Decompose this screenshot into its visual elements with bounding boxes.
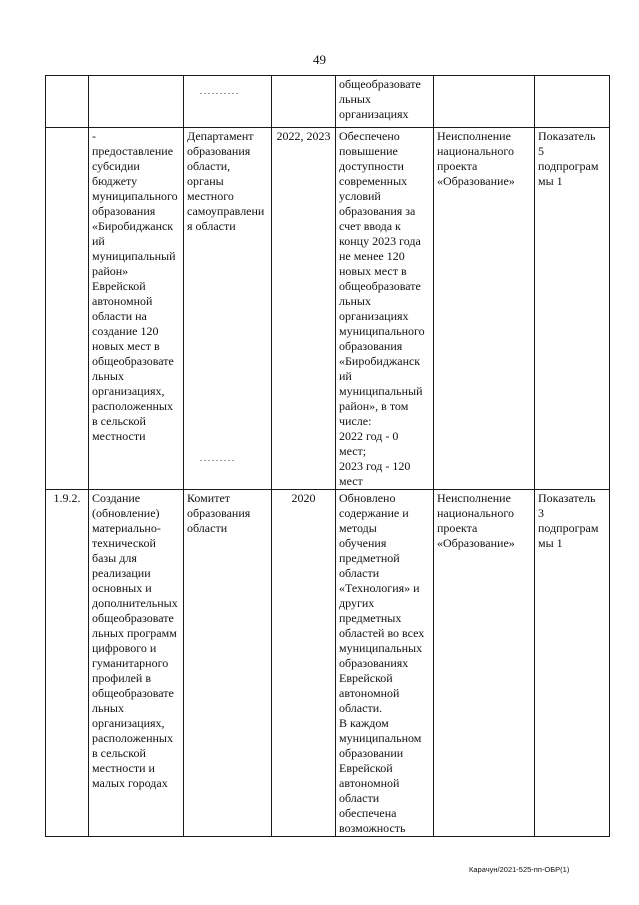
indicator-cell: Показатель 3 подпрограм мы 1	[535, 490, 610, 837]
row-number-cell	[46, 128, 89, 490]
risk-cell: Неисполнение национального проекта «Образование»	[434, 128, 535, 490]
row-number-cell	[46, 76, 89, 128]
result-cell: общеобразовате льных организациях	[336, 76, 434, 128]
indicator-cell: Показатель 5 подпрограм мы 1	[535, 128, 610, 490]
executor-cell	[184, 76, 272, 128]
executor-cell: Комитет образования области	[184, 490, 272, 837]
result-cell: Обеспечено повышение доступности современных условий образования за счет ввода к концу 2023 года не менее 120 новых мест в общеобразовате льных организациях муниципального образования «Биробиджанск ий муниципальный район», в том числе: 2022 год - 0 мест; 2023 год - 120 мест	[336, 128, 434, 490]
years-cell	[272, 76, 336, 128]
years-cell: 2020	[272, 490, 336, 837]
executor-cell: Департамент образования области, органы местного самоуправлени я области	[184, 128, 272, 490]
measures-table	[45, 75, 610, 837]
risk-cell: Неисполнение национального проекта «Образование»	[434, 490, 535, 837]
indicator-cell	[535, 76, 610, 128]
scan-artifact	[200, 93, 240, 94]
measure-name-cell: - предоставление субсидии бюджету муниципального образования «Биробиджанск ий муниципальный район» Еврейской автономной области на создание 120 новых мест в общеобразовате льных организациях, расположенных в сельской местности	[89, 128, 184, 490]
risk-cell	[434, 76, 535, 128]
page-number: 49	[313, 52, 326, 67]
row-number-cell: 1.9.2.	[46, 490, 89, 837]
table-row	[46, 76, 610, 128]
table-row	[46, 490, 610, 837]
result-cell: Обновлено содержание и методы обучения предметной области «Технология» и других предметных областей во всех муниципальных образованиях Еврейской автономной области. В каждом муниципальном образовании Еврейской автономной области обеспечена возможность	[336, 490, 434, 837]
table-row	[46, 128, 610, 490]
scan-artifact	[200, 460, 236, 461]
years-cell: 2022, 2023	[272, 128, 336, 490]
measure-name-cell	[89, 76, 184, 128]
measure-name-cell: Создание (обновление) материально- технической базы для реализации основных и дополнительных общеобразовате льных программ цифрового и гуманитарного профилей в общеобразовате льных организациях, расположенных в сельской местности и малых городах	[89, 490, 184, 837]
document-reference: Карачун/2021-525-пп-ОБР(1)	[469, 865, 570, 874]
